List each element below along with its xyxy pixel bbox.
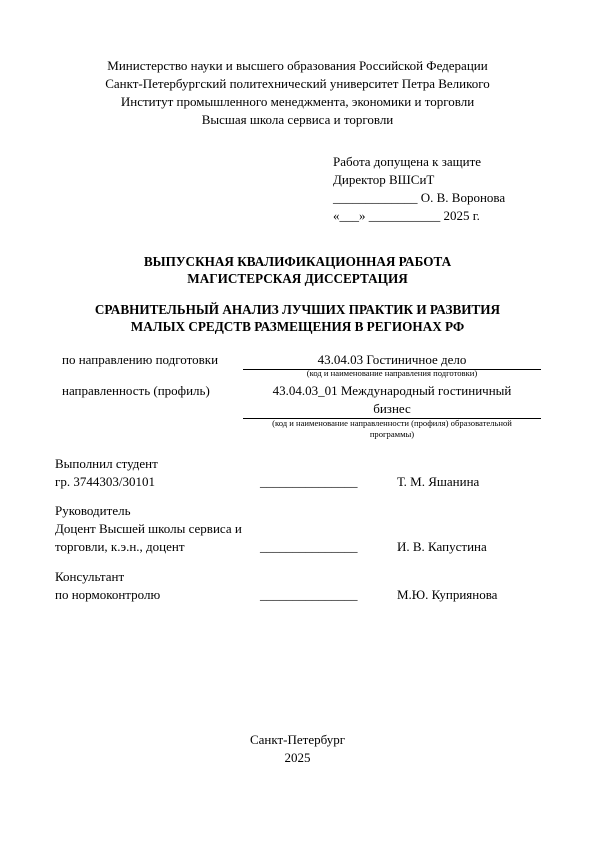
supervisor-signature-blank: _______________ — [260, 539, 358, 554]
footer-year: 2025 — [284, 750, 311, 765]
university-line: Санкт-Петербургский политехнический университет Петра Великого — [105, 76, 490, 91]
day-blank: ___ — [339, 208, 359, 223]
profile-caption — [243, 418, 541, 439]
work-type-line1: ВЫПУСКНАЯ КВАЛИФИКАЦИОННАЯ РАБОТА — [143, 254, 452, 269]
supervisor-role: Руководитель — [55, 503, 131, 518]
profile-value-line1: 43.04.03_01 Международный гостиничный — [272, 383, 512, 398]
student-signature-blank: _______________ — [260, 474, 358, 489]
institution-header — [0, 57, 595, 129]
student-name: Т. М. Яшанина — [397, 474, 480, 489]
profile-value-line2: бизнес — [373, 401, 411, 416]
approval-year: 2025 г. — [443, 208, 480, 223]
profile-caption-line2: программы) — [369, 428, 415, 439]
approval-signature-line — [333, 189, 583, 207]
school-line: Высшая школа сервиса и торговли — [201, 112, 394, 127]
work-type — [0, 253, 595, 287]
supervisor-block — [55, 502, 242, 556]
topic-line2: МАЛЫХ СРЕДСТВ РАЗМЕЩЕНИЯ В РЕГИОНАХ РФ — [130, 319, 465, 334]
supervisor-degree: торговли, к.э.н., доцент — [55, 539, 185, 554]
direction-value: 43.04.03 Гостиничное дело — [243, 351, 541, 370]
consultant-name: М.Ю. Куприянова — [397, 587, 498, 602]
profile-value — [243, 382, 541, 419]
consultant-role: Консультант — [55, 569, 125, 584]
ministry-line: Министерство науки и высшего образования Российской Федерации — [107, 58, 488, 73]
work-type-line2: МАГИСТЕРСКАЯ ДИССЕРТАЦИЯ — [187, 271, 408, 286]
director-signature-blank: _____________ — [333, 190, 418, 205]
consultant-area: по нормоконтролю — [55, 587, 161, 602]
student-group: гр. 3744303/30101 — [55, 474, 155, 489]
director-name: О. В. Воронова — [420, 190, 506, 205]
approval-position: Директор ВШСиТ — [333, 172, 435, 187]
direction-label: по направлению подготовки — [62, 352, 219, 367]
topic-line1: СРАВНИТЕЛЬНЫЙ АНАЛИЗ ЛУЧШИХ ПРАКТИК И РАЗВИТИЯ — [94, 302, 501, 317]
direction-caption: (код и наименование направления подготовки) — [306, 368, 478, 378]
profile-caption-line1: (код и наименование направленности (профиля) образовательной — [272, 418, 512, 428]
footer-city: Санкт-Петербург — [249, 732, 346, 747]
supervisor-name: И. В. Капустина — [397, 539, 487, 554]
supervisor-position: Доцент Высшей школы сервиса и — [55, 521, 242, 536]
profile-label: направленность (профиль) — [62, 383, 210, 398]
approval-title: Работа допущена к защите — [333, 154, 482, 169]
student-role: Выполнил студент — [55, 456, 158, 471]
approval-date-line — [333, 207, 583, 225]
approval-block — [333, 153, 583, 225]
date-quote-open: « — [333, 208, 340, 223]
consultant-block — [55, 568, 160, 604]
month-blank: ___________ — [368, 208, 441, 223]
consultant-signature-blank: _______________ — [260, 587, 358, 602]
date-quote-close: » — [359, 208, 366, 223]
institute-line: Институт промышленного менеджмента, экономики и торговли — [120, 94, 475, 109]
footer — [0, 731, 595, 767]
thesis-topic — [0, 301, 595, 335]
student-block — [55, 455, 158, 491]
